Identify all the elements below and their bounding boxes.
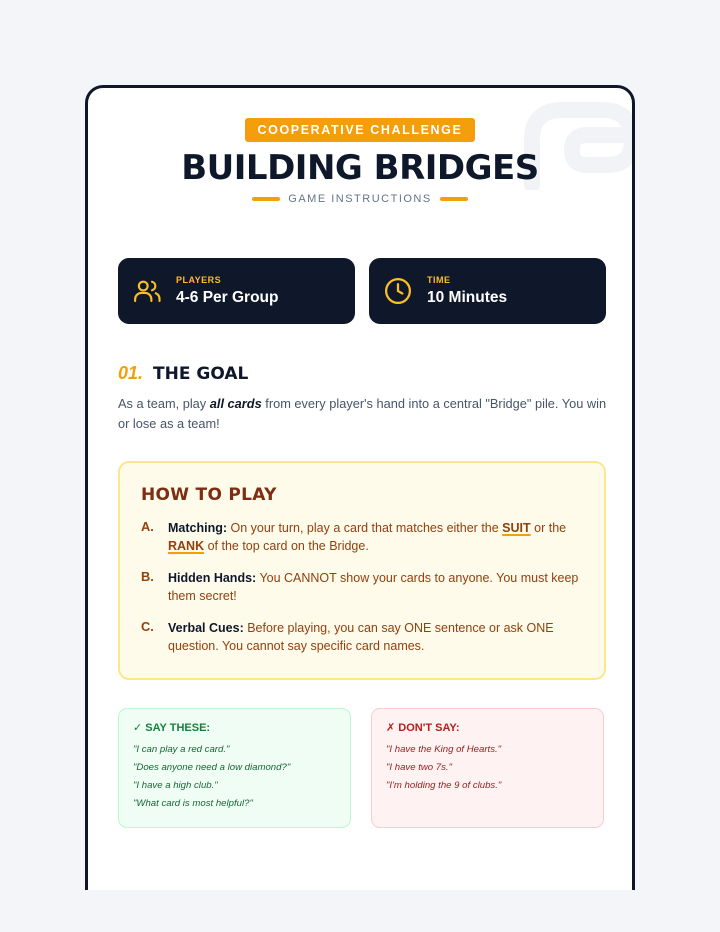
page-bottom-background — [0, 890, 720, 932]
dont-say-heading: ✗ DON'T SAY: — [386, 722, 460, 734]
stat-value: 10 Minutes — [427, 289, 508, 306]
how-to-play-title: HOW TO PLAY — [141, 485, 277, 505]
divider — [252, 197, 280, 201]
stat-value: 4-6 Per Group — [176, 289, 279, 306]
goal-section — [118, 363, 608, 434]
list-item: "What card is most helpful?" — [133, 798, 253, 809]
list-item: "I can play a red card." — [133, 744, 230, 755]
page-title: BUILDING BRIDGES — [181, 148, 539, 188]
step-item — [141, 619, 582, 655]
instruction-card — [85, 85, 635, 932]
users-icon — [132, 276, 162, 306]
section-title: THE GOAL — [153, 364, 249, 384]
header — [88, 118, 632, 205]
step-item — [141, 519, 582, 555]
clock-icon — [383, 276, 413, 306]
step-text: Matching: On your turn, play a card that matches either the SUIT or the RANK of the top card on the Bridge. — [168, 521, 567, 553]
list-item: "I have a high club." — [133, 780, 218, 791]
say-these-list — [133, 741, 336, 813]
page-subtitle: GAME INSTRUCTIONS — [288, 192, 432, 205]
stat-label: TIME — [427, 275, 451, 285]
step-letter: A. — [141, 519, 154, 534]
dont-say-box — [371, 708, 604, 828]
dont-say-list — [386, 741, 589, 795]
category-badge: COOPERATIVE CHALLENGE — [245, 118, 476, 142]
list-item: "Does anyone need a low diamond?" — [133, 762, 291, 773]
stat-players — [118, 258, 355, 324]
say-these-heading: ✓ SAY THESE: — [133, 722, 211, 734]
stat-label: PLAYERS — [176, 275, 222, 285]
say-these-box — [118, 708, 351, 828]
subtitle-row — [88, 193, 632, 205]
list-item: "I have two 7s." — [386, 762, 453, 773]
goal-heading — [118, 363, 608, 384]
stats-row — [118, 258, 606, 324]
list-item: "I'm holding the 9 of clubs." — [386, 780, 502, 791]
section-number: 01. — [118, 363, 144, 383]
how-to-play-box — [118, 461, 606, 680]
list-item: "I have the King of Hearts." — [386, 744, 502, 755]
step-letter: C. — [141, 619, 154, 634]
emphasis: all cards — [209, 396, 262, 411]
step-text: Verbal Cues: Before playing, you can say ONE sentence or ask ONE question. You cannot say specific card names. — [168, 621, 554, 653]
goal-text: As a team, play all cards from every player's hand into a central "Bridge" pile. You win or lose as a team! — [118, 396, 607, 431]
suit-keyword: SUIT — [502, 521, 531, 535]
divider — [440, 197, 468, 201]
rank-keyword: RANK — [168, 539, 205, 553]
step-letter: B. — [141, 569, 154, 584]
step-text: Hidden Hands: You CANNOT show your cards to anyone. You must keep them secret! — [168, 571, 579, 603]
stat-time — [369, 258, 606, 324]
step-item — [141, 569, 582, 605]
